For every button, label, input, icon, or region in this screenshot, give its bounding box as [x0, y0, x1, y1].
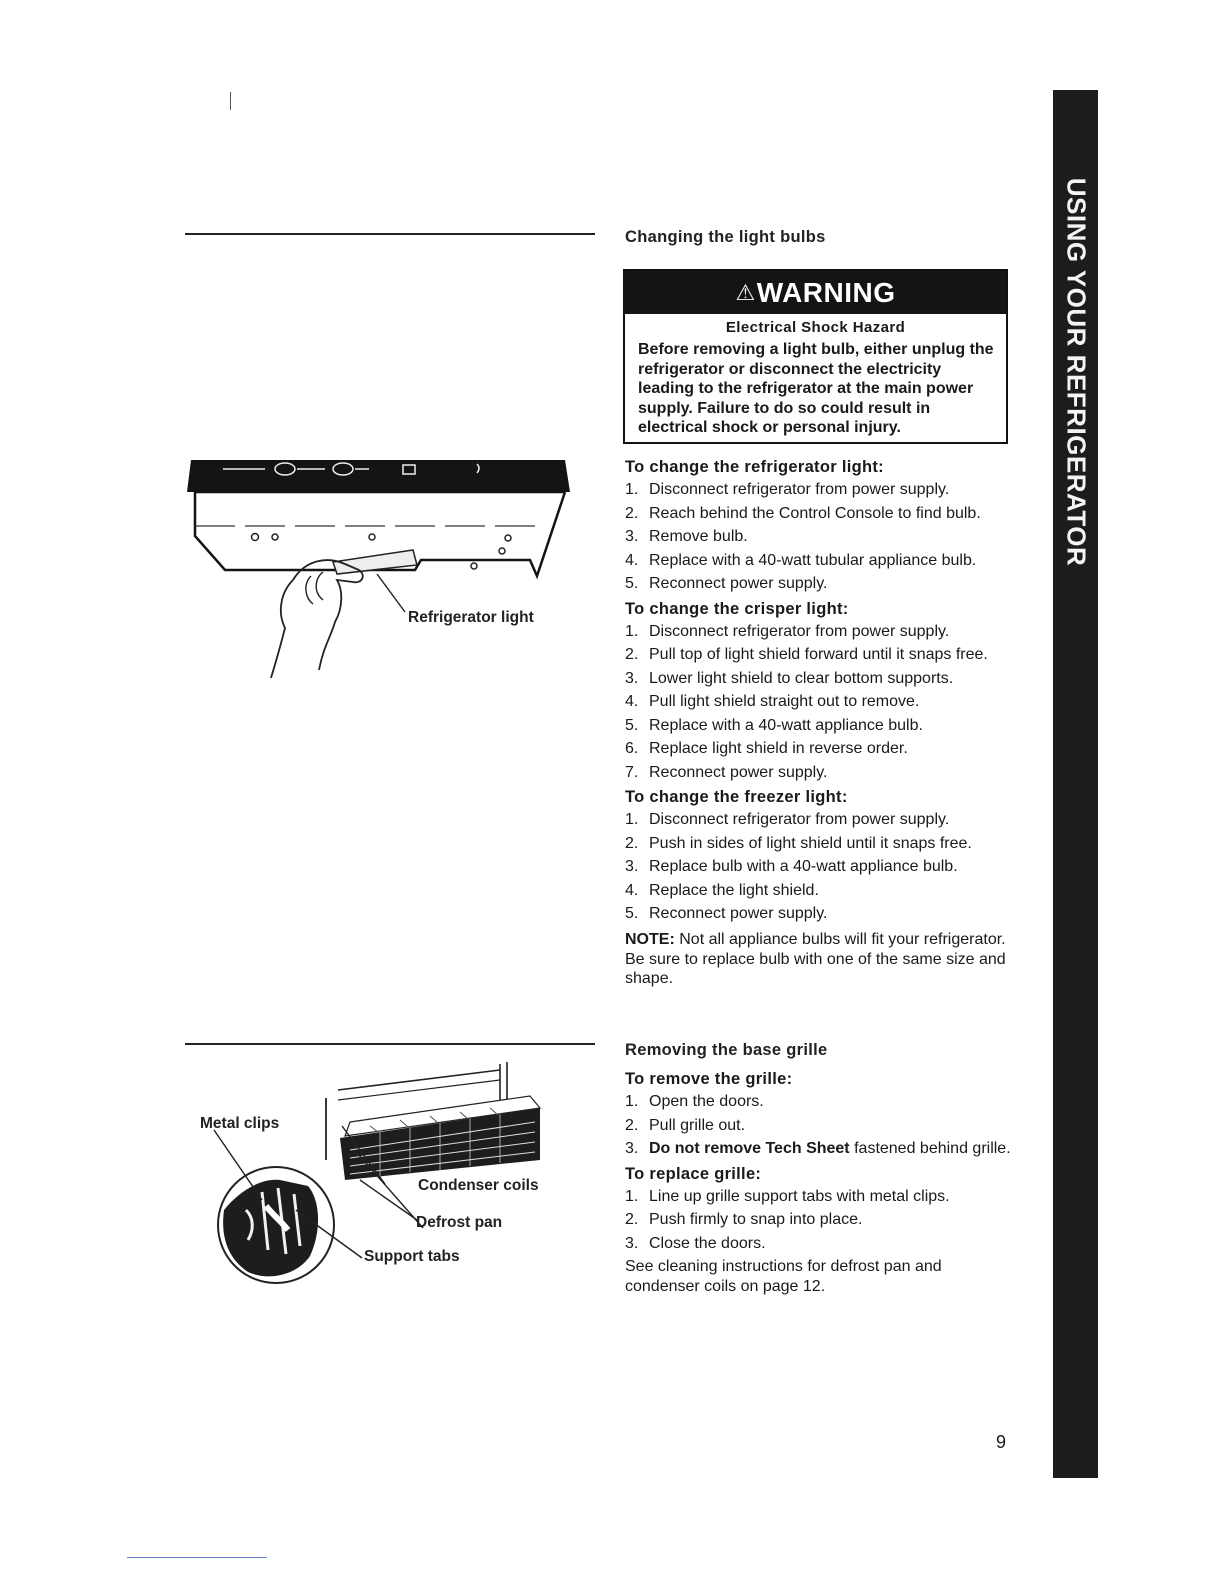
list-item: 3. Replace bulb with a 40-watt appliance bulb.: [625, 858, 958, 875]
section-rule-top: [185, 233, 595, 235]
list-item: 5. Reconnect power supply.: [625, 575, 828, 592]
warning-header-text: WARNING: [756, 277, 896, 308]
list-item: 1. Open the doors.: [625, 1093, 764, 1110]
remove-grille-steps: [625, 1092, 1015, 1159]
bottom-link-line: [127, 1557, 267, 1558]
bulb-note: [625, 930, 1015, 989]
list-item: 3. Do not remove Tech Sheet fastened behind grille.: [625, 1140, 1011, 1157]
list-item: 5. Replace with a 40-watt appliance bulb.: [625, 716, 923, 734]
refrigerator-light-illustration: [185, 452, 585, 692]
list-item: 1. Line up grille support tabs with metal clips.: [625, 1187, 950, 1205]
list-item: 4. Replace with a 40-watt tubular appliance bulb.: [625, 551, 977, 569]
warning-body: Before removing a light bulb, either unplug the refrigerator or disconnect the electricity leading to the refrigerator at the main power supply. Failure to do so could result in electrical shock or personal injury.: [638, 341, 994, 436]
list-item: 1. Disconnect refrigerator from power supply.: [625, 481, 950, 498]
freezer-light-heading: To change the freezer light:: [625, 788, 848, 806]
warning-header: [625, 271, 1006, 314]
list-item: 1. Disconnect refrigerator from power supply.: [625, 811, 950, 828]
side-tab-label: USING YOUR REFRIGERATOR: [1061, 177, 1092, 567]
list-item: 4. Replace the light shield.: [625, 881, 819, 899]
metal-clips-label: Metal clips: [200, 1115, 280, 1132]
warning-triangle-icon: ⚠: [735, 280, 756, 305]
list-item: 2. Pull grille out.: [625, 1116, 746, 1134]
light-bulbs-title: Changing the light bulbs: [625, 228, 826, 246]
refrigerator-light-steps: [625, 480, 1015, 594]
list-item: 4. Pull light shield straight out to remove.: [625, 693, 920, 710]
defrost-pan-label: Defrost pan: [416, 1214, 503, 1231]
warning-box: [623, 269, 1008, 444]
list-item: 3. Close the doors.: [625, 1234, 766, 1252]
grille-footer: See cleaning instructions for defrost pan and condenser coils on page 12.: [625, 1258, 942, 1295]
support-tabs-label: Support tabs: [364, 1248, 460, 1265]
list-item: 3. Remove bulb.: [625, 528, 748, 545]
light-instructions: [625, 456, 1015, 989]
replace-grille-heading: To replace grille:: [625, 1164, 762, 1183]
list-item: 2. Push in sides of light shield until it snaps free.: [625, 834, 972, 852]
refrigerator-light-heading: To change the refrigerator light:: [625, 458, 884, 476]
list-item: 2. Pull top of light shield forward until it snaps free.: [625, 646, 988, 663]
list-item: 1. Disconnect refrigerator from power supply.: [625, 622, 950, 640]
list-item: 5. Reconnect power supply.: [625, 905, 828, 922]
section-rule-bottom: [185, 1043, 595, 1045]
page-number: 9: [996, 1432, 1007, 1452]
refrigerator-light-label: Refrigerator light: [408, 609, 534, 626]
list-item: 7. Reconnect power supply.: [625, 763, 828, 781]
remove-grille-heading: To remove the grille:: [625, 1070, 793, 1088]
list-item: 2. Reach behind the Control Console to find bulb.: [625, 504, 981, 522]
condenser-coils-label: Condenser coils: [418, 1177, 539, 1194]
replace-grille-steps: [625, 1187, 1015, 1254]
note-text: Not all appliance bulbs will fit your refrigerator. Be sure to replace bulb with one of the same size and shape.: [625, 931, 1006, 987]
tech-sheet-warning: Do not remove Tech Sheet: [649, 1140, 850, 1157]
scan-mark: [230, 92, 231, 110]
list-item: 3. Lower light shield to clear bottom supports.: [625, 669, 954, 687]
crisper-light-steps: [625, 622, 1015, 783]
list-item: 6. Replace light shield in reverse order.: [625, 740, 908, 757]
warning-hazard: Electrical Shock Hazard: [725, 319, 906, 336]
freezer-light-steps: [625, 810, 1015, 924]
note-label: NOTE:: [625, 931, 675, 948]
list-item: 2. Push firmly to snap into place.: [625, 1211, 863, 1228]
grille-instructions: [625, 1068, 1015, 1296]
base-grille-title: Removing the base grille: [625, 1041, 828, 1059]
crisper-light-heading: To change the crisper light:: [625, 599, 849, 618]
